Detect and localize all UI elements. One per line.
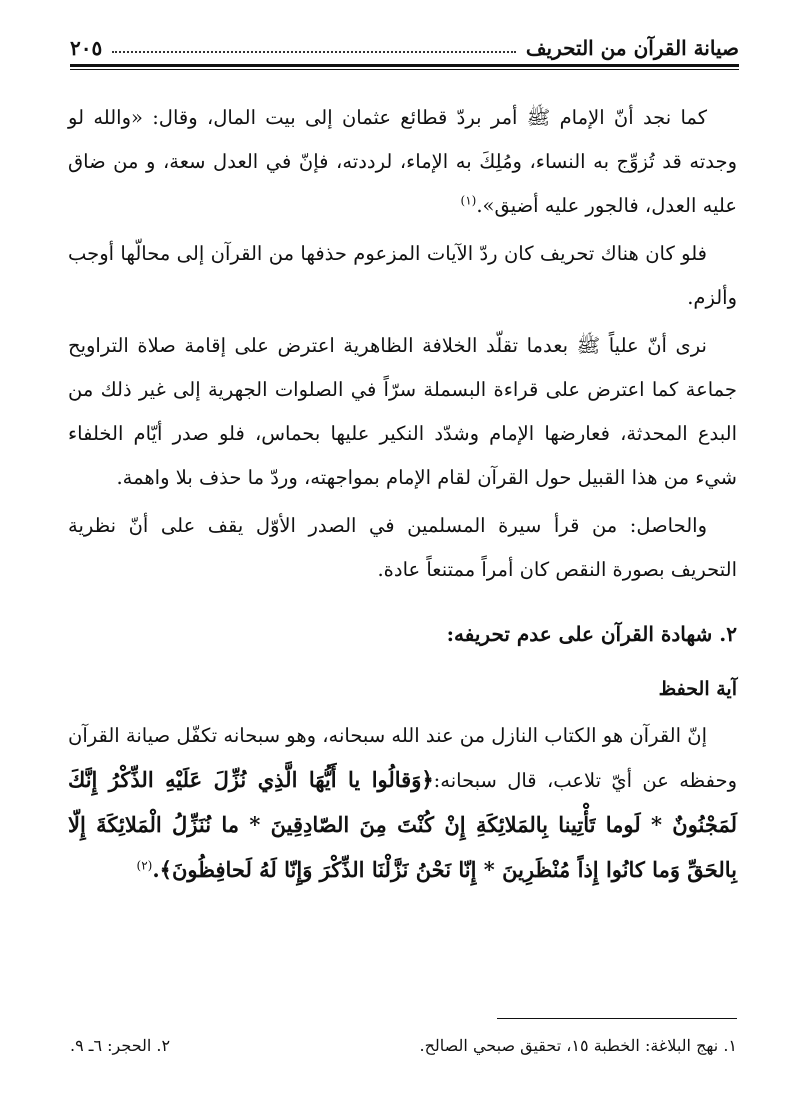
footnote-separator <box>497 1018 737 1019</box>
paragraph: والحاصل: من قرأ سيرة المسلمين في الصدر الأوّل يقف على أنّ نظرية التحريف بصورة النقص كان أمراً ممتنعاً عادة. <box>68 514 737 581</box>
paragraph: نرى أنّ علياً ﷺ بعدما تقلّد الخلافة الظاهرية اعترض على إقامة صلاة التراويح جماعة كما اعترض على قراءة البسملة سرّاً في الصلوات الجهرية إلى غير ذلك من البدع المحدثة، فعارضها الإمام وشدّد النكير عليها بحماس، فلو صدر أيّام الخلفاء شيء من هذا القبيل حول القرآن لقام الإمام بمواجهته، وردّ ما حذف بلا واهمة. <box>68 334 737 489</box>
footnote-1: ١. نهج البلاغة: الخطبة ١٥، تحقيق صبحي الصالح. <box>419 1036 737 1055</box>
footnote-2: ٢. الحجر: ٦ـ ٩. <box>70 1036 171 1055</box>
footnotes <box>70 1034 737 1058</box>
quran-verse: ﴿وَقالُوا يا أَيُّهَا الَّذِي نُزِّلَ عَلَيْهِ الذِّكْرُ إِنَّكَ لَمَجْنُونٌ * لَوما تَأْتِينا بِالمَلائِكَةِ إِنْ كُنْتَ مِنَ الصّادِقِينَ * ما نُنَزِّلُ الْمَلائِكَةَ إِلّا بِالحَقِّ وَما كانُوا إِذاً مُنْظَرِينَ * إِنّا نَحْنُ نَزَّلْنَا الذِّكْرَ وَإِنّا لَهُ لَحافِظُونَ﴾. <box>68 767 737 882</box>
running-title: صيانة القرآن من التحريف <box>525 36 739 60</box>
footnote-mark: (٢) <box>136 858 153 873</box>
body-text <box>68 96 737 897</box>
header-rule-thin <box>70 69 739 70</box>
paragraph <box>68 714 737 893</box>
footnote-mark: (١) <box>460 193 477 208</box>
running-header <box>70 28 739 62</box>
paragraph: فلو كان هناك تحريف كان ردّ الآيات المزعوم حذفها من القرآن إلى محالّها أوجب وألزم. <box>68 242 737 309</box>
header-rule-thick <box>70 64 739 67</box>
section-heading: ٢. شهادة القرآن على عدم تحريفه: <box>446 622 737 646</box>
header-dot-leader <box>112 51 516 53</box>
page-number: ٢٠٥ <box>70 36 103 60</box>
subheading: آية الحفظ <box>658 678 737 700</box>
paragraph: كما نجد أنّ الإمام ﷺ أمر بردّ قطائع عثمان إلى بيت المال، وقال: «والله لو وجدته قد تُزوِّج به النساء، ومُلِكَ به الإماء، لرددته، فإنّ في العدل سعة، و من ضاق عليه العدل، فالجور عليه أضيق».$^{(١)}$ <box>68 106 737 217</box>
paragraph-intro: إنّ القرآن هو الكتاب النازل من عند الله سبحانه، وهو سبحانه تكفّل صيانة القرآن وحفظه عن أيّ تلاعب، قال سبحانه: <box>68 724 737 792</box>
